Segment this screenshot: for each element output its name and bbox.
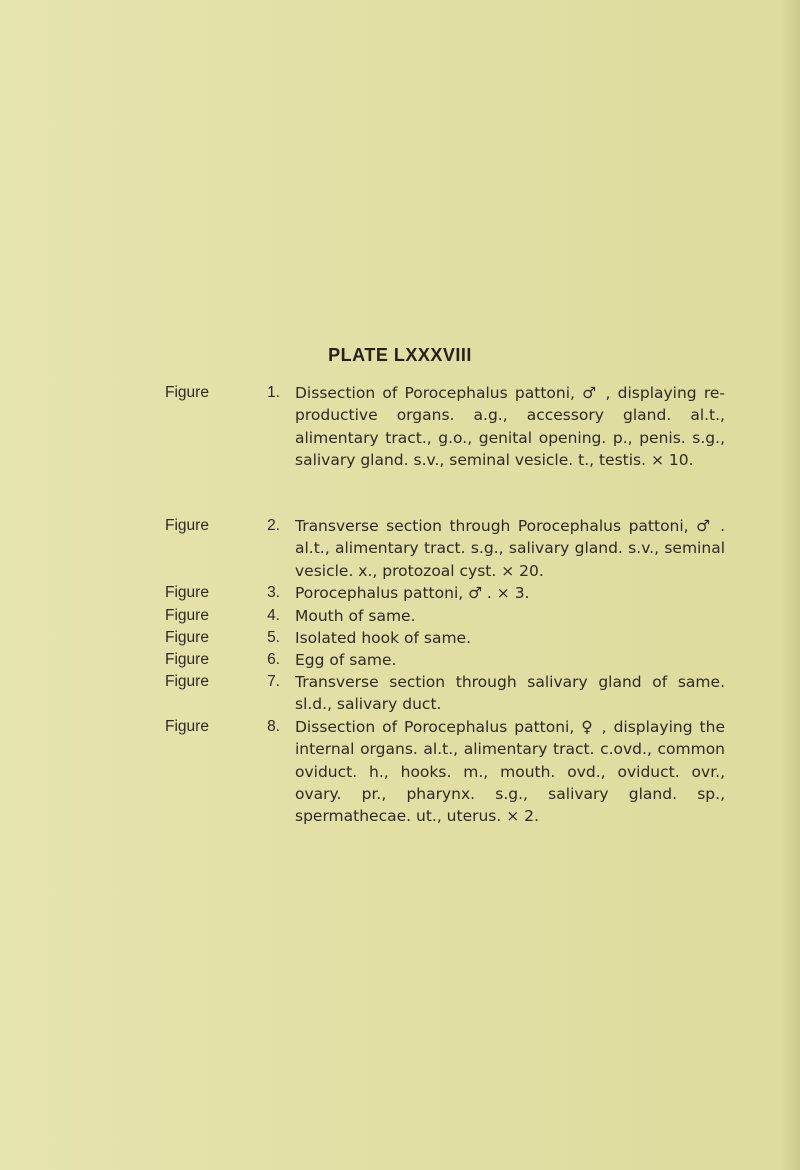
figure-description: Transverse section through Porocephalus pattoni, ♂ . al.t., alimentary tract. s.g., salivary gland. s.v., seminal vesicle. x., protozoal cyst. × 20. <box>295 517 725 580</box>
figure-label: Figure <box>165 718 209 735</box>
figure-label: Figure <box>165 384 209 401</box>
figure-description: Mouth of same. <box>295 607 416 625</box>
figure-description: Dissection of Porocephalus pattoni, ♀ , displaying the internal organs. al.t., alimentary tract. c.ovd., common oviduct. h., hooks. m., mouth. ovd., oviduct. ovr., ovary. pr., pharynx. s.g., salivary gland. sp., spermathecae. ut., uterus. × 2. <box>295 718 725 826</box>
figure-description: Transverse section through salivary gland of same. sl.d., salivary duct. <box>295 673 725 714</box>
figure-number: 3. <box>267 584 280 601</box>
figure-number: 6. <box>267 651 280 668</box>
figure-label: Figure <box>165 651 209 668</box>
figure-description: Porocephalus pattoni, ♂ . × 3. <box>295 584 530 602</box>
figure-number: 5. <box>267 629 280 646</box>
figure-label: Figure <box>165 584 209 601</box>
figure-description: Isolated hook of same. <box>295 629 472 647</box>
figure-description: Dissection of Porocephalus pattoni, ♂ , displaying re-productive organs. a.g., accessory gland. al.t., alimentary tract., g.o., genital opening. p., penis. s.g., salivary gland. s.v., seminal vesicle. t., testis. × 10. <box>295 384 725 469</box>
figure-number: 2. <box>267 517 280 534</box>
figure-description: Egg of same. <box>295 651 397 669</box>
figure-number: 4. <box>267 607 280 624</box>
plate-title: PLATE LXXXVIII <box>328 345 472 365</box>
figure-label: Figure <box>165 517 209 534</box>
figure-label: Figure <box>165 673 209 690</box>
figure-number: 1. <box>267 384 280 401</box>
figure-number: 8. <box>267 718 280 735</box>
figure-label: Figure <box>165 629 209 646</box>
figure-label: Figure <box>165 607 209 624</box>
figure-number: 7. <box>267 673 280 690</box>
page-edge-shadow <box>782 0 800 1170</box>
